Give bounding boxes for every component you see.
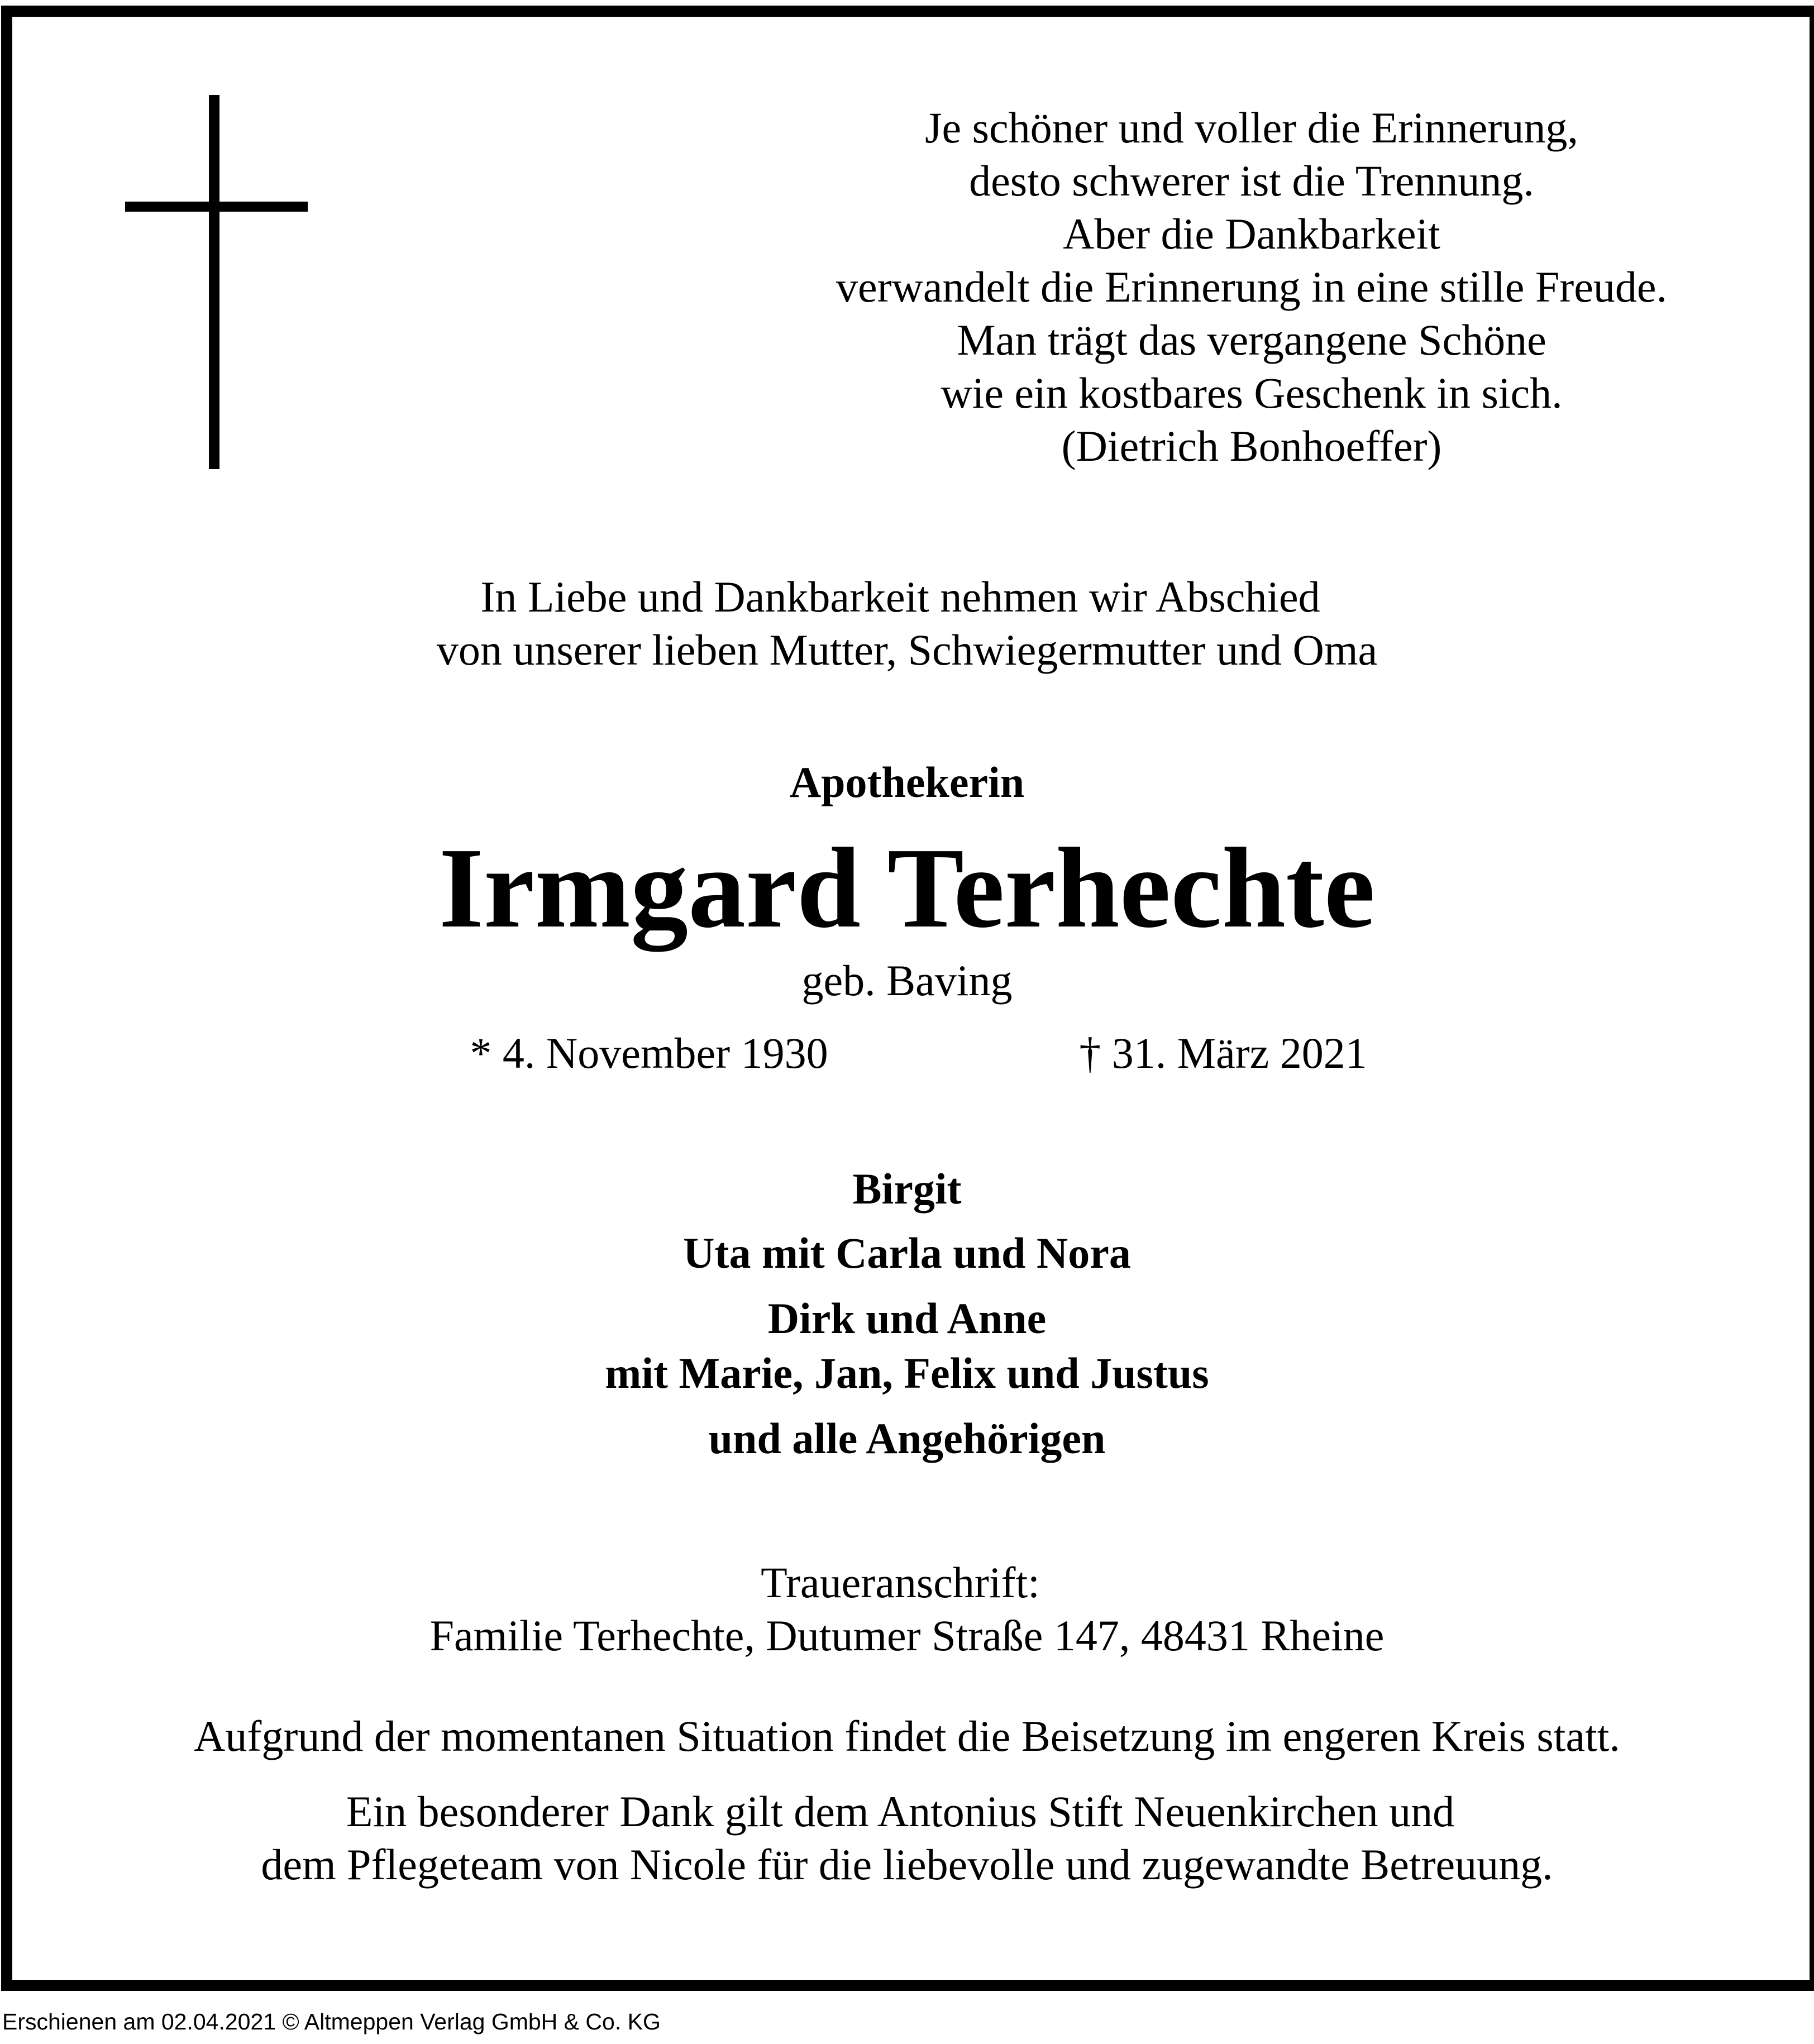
address-label: Traueranschrift:	[761, 1558, 1040, 1607]
birth-date: * 4. November 1930	[470, 1029, 828, 1077]
maiden-name: geb. Baving	[801, 956, 1013, 1005]
intro-line: von unserer lieben Mutter, Schwiegermutter und Oma	[436, 625, 1378, 674]
mourner-line: Dirk und Anne	[767, 1294, 1047, 1343]
quote-author: (Dietrich Bonhoeffer)	[1061, 422, 1442, 470]
mourner-line: mit Marie, Jan, Felix und Justus	[605, 1349, 1209, 1397]
mourner-line: Birgit	[852, 1164, 962, 1213]
address-text: Familie Terhechte, Dutumer Straße 147, 48431 Rheine	[429, 1611, 1385, 1660]
profession: Apothekerin	[789, 758, 1025, 806]
publication-footer: Erschienen am 02.04.2021 © Altmeppen Verlag GmbH & Co. KG	[2, 2009, 661, 2035]
quote-line: desto schwerer ist die Trennung.	[969, 156, 1534, 205]
quote-line: Aber die Dankbarkeit	[1063, 209, 1440, 258]
deceased-name: Irmgard Terhechte	[438, 824, 1376, 952]
quote-line: Man trägt das vergangene Schöne	[957, 316, 1546, 364]
mourner-line: Uta mit Carla und Nora	[683, 1229, 1131, 1277]
quote-line: Je schöner und voller die Erinnerung,	[925, 103, 1578, 152]
quote-line: wie ein kostbares Geschenk in sich.	[941, 369, 1563, 417]
death-date: † 31. März 2021	[1079, 1029, 1367, 1077]
quote-line: verwandelt die Erinnerung in eine stille Freude.	[836, 262, 1668, 311]
cross-icon-bar	[125, 202, 308, 212]
mourner-line: und alle Angehörigen	[708, 1414, 1106, 1463]
burial-notice: Aufgrund der momentanen Situation findet die Beisetzung im engeren Kreis statt.	[194, 1712, 1620, 1760]
intro-line: In Liebe und Dankbarkeit nehmen wir Abschied	[480, 572, 1320, 621]
thanks-line: Ein besonderer Dank gilt dem Antonius Stift Neuenkirchen und	[346, 1787, 1455, 1836]
cross-icon	[209, 95, 219, 469]
thanks-line: dem Pflegeteam von Nicole für die liebevolle und zugewandte Betreuung.	[261, 1840, 1553, 1889]
